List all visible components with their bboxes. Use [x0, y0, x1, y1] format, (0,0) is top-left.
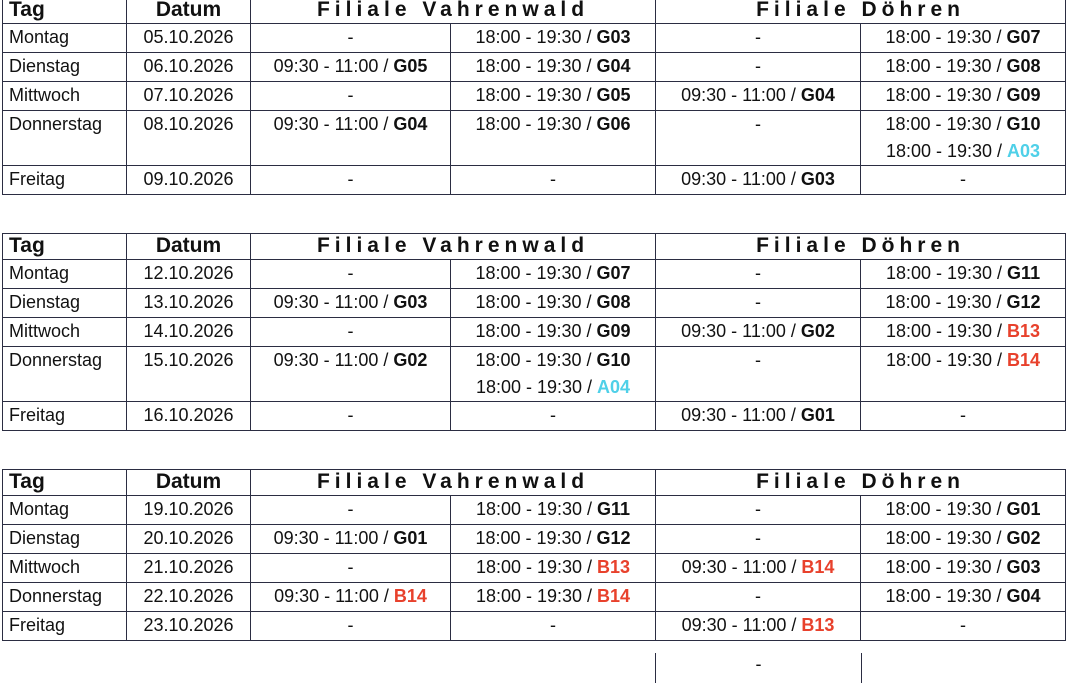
- time-range: -: [755, 292, 762, 312]
- time-range: 18:00 - 19:30 /: [885, 114, 1007, 134]
- header-datum: Datum: [127, 234, 251, 260]
- time-slot-cell: [451, 496, 656, 525]
- time-slot: [867, 166, 1059, 193]
- group-code: G05: [393, 56, 428, 76]
- day-cell: Montag: [3, 24, 127, 53]
- time-slot-cell: [656, 111, 861, 166]
- time-slot: [662, 111, 854, 138]
- group-code: G12: [596, 528, 631, 548]
- week-body: [3, 24, 1066, 195]
- time-slot: [867, 53, 1059, 80]
- schedule-row: [3, 554, 1066, 583]
- group-code: G01: [393, 528, 428, 548]
- time-slot-cell: [656, 166, 861, 195]
- day-cell: Mittwoch: [3, 554, 127, 583]
- time-slot: [257, 318, 444, 345]
- day-cell: Montag: [3, 496, 127, 525]
- time-slot-cell: [451, 402, 656, 431]
- schedule-row: [3, 496, 1066, 525]
- time-slot: [257, 53, 444, 80]
- group-code: G02: [393, 350, 428, 370]
- time-range: 09:30 - 11:00 /: [681, 557, 802, 577]
- header-branch-vahrenwald: Filiale Vahrenwald: [251, 234, 656, 260]
- group-code: B13: [801, 615, 835, 635]
- header-branch-doehren: Filiale Döhren: [656, 0, 1066, 24]
- group-code: G12: [1006, 292, 1041, 312]
- time-range: 18:00 - 19:30 /: [885, 499, 1007, 519]
- schedule-row: [3, 53, 1066, 82]
- time-slot-cell: [861, 402, 1066, 431]
- time-range: 18:00 - 19:30 /: [885, 263, 1008, 283]
- time-range: 18:00 - 19:30 /: [885, 528, 1007, 548]
- time-slot: [257, 289, 444, 316]
- header-row: [3, 470, 1066, 496]
- time-slot-cell: [861, 496, 1066, 525]
- group-code: G01: [800, 405, 835, 425]
- schedule-row: [3, 260, 1066, 289]
- date-cell: 09.10.2026: [127, 166, 251, 195]
- time-range: -: [755, 114, 762, 134]
- time-range: -: [755, 528, 762, 548]
- time-range: -: [347, 27, 354, 47]
- day-cell: Mittwoch: [3, 318, 127, 347]
- time-range: 18:00 - 19:30 /: [475, 350, 597, 370]
- time-slot-cell: [656, 554, 861, 583]
- time-slot-cell: [251, 24, 451, 53]
- time-range: 18:00 - 19:30 /: [475, 263, 597, 283]
- time-range: 09:30 - 11:00 /: [273, 528, 394, 548]
- time-slot: [867, 82, 1059, 109]
- time-range: 18:00 - 19:30 /: [475, 114, 597, 134]
- group-code: B14: [393, 586, 427, 606]
- time-slot: [662, 82, 854, 109]
- schedule-row: [3, 525, 1066, 554]
- time-slot-cell: [451, 554, 656, 583]
- time-slot: [662, 318, 854, 345]
- schedule-row: [3, 612, 1066, 641]
- time-slot: [457, 402, 649, 429]
- time-slot-cell: [451, 260, 656, 289]
- time-slot-cell: [656, 318, 861, 347]
- group-code: G09: [1006, 85, 1041, 105]
- day-cell: Dienstag: [3, 525, 127, 554]
- time-slot: [457, 374, 649, 401]
- group-code: G03: [596, 27, 631, 47]
- day-cell: Montag: [3, 260, 127, 289]
- time-range: -: [755, 586, 762, 606]
- date-cell: 12.10.2026: [127, 260, 251, 289]
- day-cell: Mittwoch: [3, 82, 127, 111]
- date-cell: 07.10.2026: [127, 82, 251, 111]
- time-slot-cell: [251, 82, 451, 111]
- time-slot-cell: [251, 496, 451, 525]
- time-range: 18:00 - 19:30 /: [885, 56, 1007, 76]
- group-code: G03: [393, 292, 428, 312]
- time-slot: [457, 496, 649, 523]
- time-slot-cell: [656, 402, 861, 431]
- time-slot-cell: [861, 583, 1066, 612]
- time-range: 18:00 - 19:30 /: [475, 27, 597, 47]
- group-code: G10: [1006, 114, 1041, 134]
- time-slot: [662, 53, 854, 80]
- time-slot: [662, 583, 854, 610]
- time-range: -: [550, 169, 556, 189]
- time-range: 09:30 - 11:00 /: [273, 56, 394, 76]
- time-slot: [662, 24, 854, 51]
- time-slot: [257, 402, 444, 429]
- group-code: G04: [393, 114, 428, 134]
- time-slot-cell: [861, 554, 1066, 583]
- time-slot: [257, 260, 444, 287]
- time-slot-cell: [251, 289, 451, 318]
- date-cell: 22.10.2026: [127, 583, 251, 612]
- time-range: 18:00 - 19:30 /: [885, 292, 1007, 312]
- group-code: B14: [597, 586, 631, 606]
- time-range: 09:30 - 11:00 /: [681, 321, 801, 341]
- time-slot: [457, 289, 649, 316]
- time-slot-cell: [251, 260, 451, 289]
- time-range: 09:30 - 11:00 /: [681, 405, 801, 425]
- time-slot: [257, 583, 444, 610]
- time-slot-cell: [451, 82, 656, 111]
- week-table-2: [2, 233, 1066, 431]
- date-cell: 14.10.2026: [127, 318, 251, 347]
- time-slot: [662, 347, 854, 374]
- time-slot-cell: [861, 347, 1066, 402]
- date-cell: 21.10.2026: [127, 554, 251, 583]
- time-slot-cell: [861, 260, 1066, 289]
- day-cell: Dienstag: [3, 289, 127, 318]
- time-slot-cell: [251, 111, 451, 166]
- time-range: 09:30 - 11:00 /: [681, 169, 801, 189]
- time-range: 09:30 - 11:00 /: [274, 586, 394, 606]
- time-slot: [867, 525, 1059, 552]
- date-cell: 05.10.2026: [127, 24, 251, 53]
- time-range: -: [347, 169, 354, 189]
- time-slot: [257, 111, 444, 138]
- schedule-row: [3, 583, 1066, 612]
- day-cell: Freitag: [3, 402, 127, 431]
- date-cell: 15.10.2026: [127, 347, 251, 402]
- group-code: A03: [1007, 141, 1041, 161]
- time-slot-cell: [451, 289, 656, 318]
- time-slot: [457, 554, 649, 581]
- time-range: -: [347, 499, 354, 519]
- time-slot: [257, 496, 444, 523]
- time-slot-cell: [656, 496, 861, 525]
- time-range: -: [347, 263, 354, 283]
- week-table-3: [2, 469, 1066, 641]
- time-range: -: [755, 56, 762, 76]
- time-slot-cell: [656, 583, 861, 612]
- day-cell: Freitag: [3, 612, 127, 641]
- time-range: 18:00 - 19:30 /: [475, 85, 597, 105]
- time-range: 18:00 - 19:30 /: [885, 557, 1007, 577]
- group-code: A04: [597, 377, 631, 397]
- time-slot-cell: [451, 318, 656, 347]
- time-slot: [257, 554, 444, 581]
- header-datum: Datum: [127, 470, 251, 496]
- time-slot-cell: [451, 347, 656, 402]
- time-range: -: [960, 615, 967, 635]
- time-slot-cell: [251, 318, 451, 347]
- schedule-row: [3, 289, 1066, 318]
- time-slot-cell: [656, 53, 861, 82]
- header-tag: Tag: [3, 0, 127, 24]
- header-datum: Datum: [127, 0, 251, 24]
- time-range: -: [960, 169, 967, 189]
- time-slot-cell: [451, 525, 656, 554]
- time-slot: [457, 525, 649, 552]
- time-slot: [867, 111, 1059, 138]
- time-range: 18:00 - 19:30 /: [885, 321, 1008, 341]
- time-range: 09:30 - 11:00 /: [273, 350, 394, 370]
- time-slot: [457, 583, 649, 610]
- time-slot-cell: [251, 53, 451, 82]
- time-range: -: [755, 27, 762, 47]
- header-branch-doehren: Filiale Döhren: [656, 234, 1066, 260]
- time-slot: [257, 166, 444, 193]
- time-slot: [867, 583, 1059, 610]
- group-code: B14: [801, 557, 835, 577]
- date-cell: 20.10.2026: [127, 525, 251, 554]
- time-slot: [662, 525, 854, 552]
- date-cell: 16.10.2026: [127, 402, 251, 431]
- header-tag: Tag: [3, 234, 127, 260]
- date-cell: 19.10.2026: [127, 496, 251, 525]
- time-slot: [867, 496, 1059, 523]
- time-range: 18:00 - 19:30 /: [885, 141, 1008, 161]
- date-cell: 23.10.2026: [127, 612, 251, 641]
- time-slot: [457, 24, 649, 51]
- time-range: 09:30 - 11:00 /: [273, 292, 394, 312]
- header-branch-vahrenwald: Filiale Vahrenwald: [251, 470, 656, 496]
- time-range: 18:00 - 19:30 /: [475, 528, 597, 548]
- group-code: G03: [1006, 557, 1041, 577]
- time-range: 18:00 - 19:30 /: [475, 586, 598, 606]
- time-range: 09:30 - 11:00 /: [273, 114, 394, 134]
- time-slot-cell: [656, 82, 861, 111]
- schedule-row: [3, 82, 1066, 111]
- time-slot: [867, 24, 1059, 51]
- time-slot: [662, 554, 854, 581]
- time-range: -: [347, 405, 354, 425]
- time-slot: [867, 260, 1059, 287]
- time-slot-cell: [861, 289, 1066, 318]
- trailing-cell: -: [655, 653, 862, 683]
- day-cell: Donnerstag: [3, 583, 127, 612]
- time-slot: [867, 612, 1059, 639]
- time-slot: [867, 289, 1059, 316]
- time-slot-cell: [861, 318, 1066, 347]
- time-slot-cell: [251, 347, 451, 402]
- group-code: G09: [596, 321, 631, 341]
- time-slot-cell: [451, 24, 656, 53]
- time-slot: [867, 138, 1059, 165]
- time-slot: [662, 289, 854, 316]
- time-range: 18:00 - 19:30 /: [885, 27, 1007, 47]
- schedule-row: [3, 111, 1066, 166]
- time-slot-cell: [451, 166, 656, 195]
- time-slot: [257, 24, 444, 51]
- time-range: -: [347, 321, 354, 341]
- time-range: -: [960, 405, 967, 425]
- time-slot: [257, 82, 444, 109]
- header-branch-vahrenwald: Filiale Vahrenwald: [251, 0, 656, 24]
- time-range: 18:00 - 19:30 /: [885, 586, 1007, 606]
- week-table-1: [2, 0, 1066, 195]
- group-code: B13: [1007, 321, 1041, 341]
- date-cell: 13.10.2026: [127, 289, 251, 318]
- time-range: 18:00 - 19:30 /: [885, 85, 1007, 105]
- time-range: 18:00 - 19:30 /: [885, 350, 1008, 370]
- group-code: G11: [1007, 263, 1041, 283]
- header-row: [3, 0, 1066, 24]
- date-cell: 08.10.2026: [127, 111, 251, 166]
- week-body: [3, 260, 1066, 431]
- group-code: G04: [800, 85, 835, 105]
- time-range: -: [755, 263, 762, 283]
- time-range: -: [550, 615, 556, 635]
- time-slot-cell: [861, 111, 1066, 166]
- time-slot-cell: [656, 260, 861, 289]
- time-slot: [867, 554, 1059, 581]
- time-range: 09:30 - 11:00 /: [681, 85, 801, 105]
- time-range: 18:00 - 19:30 /: [475, 557, 598, 577]
- time-slot: [662, 496, 854, 523]
- group-code: G07: [1006, 27, 1041, 47]
- time-slot: [457, 318, 649, 345]
- time-slot: [867, 402, 1059, 429]
- time-range: 18:00 - 19:30 /: [475, 499, 598, 519]
- group-code: B14: [1007, 350, 1041, 370]
- time-slot: [457, 260, 649, 287]
- time-slot-cell: [251, 166, 451, 195]
- time-range: 18:00 - 19:30 /: [475, 56, 597, 76]
- time-range: 18:00 - 19:30 /: [475, 292, 597, 312]
- schedule-row: [3, 347, 1066, 402]
- group-code: G10: [596, 350, 631, 370]
- time-slot-cell: [251, 583, 451, 612]
- time-slot-cell: [451, 53, 656, 82]
- day-cell: Freitag: [3, 166, 127, 195]
- time-range: -: [755, 350, 762, 370]
- time-slot: [662, 260, 854, 287]
- time-slot-cell: [656, 347, 861, 402]
- group-code: G02: [800, 321, 835, 341]
- time-range: -: [347, 557, 354, 577]
- time-slot: [457, 612, 649, 639]
- time-slot-cell: [251, 554, 451, 583]
- day-cell: Donnerstag: [3, 111, 127, 166]
- time-slot-cell: [656, 24, 861, 53]
- time-slot-cell: [861, 24, 1066, 53]
- time-slot-cell: [861, 525, 1066, 554]
- group-code: G04: [596, 56, 631, 76]
- group-code: B13: [597, 557, 631, 577]
- group-code: G03: [800, 169, 835, 189]
- time-slot: [867, 347, 1059, 374]
- header-tag: Tag: [3, 470, 127, 496]
- group-code: G02: [1006, 528, 1041, 548]
- time-slot-cell: [251, 612, 451, 641]
- schedule-row: [3, 402, 1066, 431]
- time-slot-cell: [861, 612, 1066, 641]
- time-slot-cell: [451, 612, 656, 641]
- time-range: -: [347, 85, 354, 105]
- time-slot-cell: [861, 166, 1066, 195]
- time-slot: [662, 402, 854, 429]
- time-slot: [457, 166, 649, 193]
- time-slot-cell: [251, 525, 451, 554]
- group-code: G06: [596, 114, 631, 134]
- time-slot: [662, 612, 854, 639]
- day-cell: Donnerstag: [3, 347, 127, 402]
- group-code: G11: [597, 499, 631, 519]
- time-slot: [257, 347, 444, 374]
- time-slot-cell: [251, 402, 451, 431]
- time-slot-cell: [656, 612, 861, 641]
- time-slot: [457, 82, 649, 109]
- group-code: G01: [1006, 499, 1041, 519]
- time-slot-cell: [656, 525, 861, 554]
- week-body: [3, 496, 1066, 641]
- time-slot-cell: [451, 583, 656, 612]
- schedule-row: [3, 318, 1066, 347]
- date-cell: 06.10.2026: [127, 53, 251, 82]
- group-code: G07: [596, 263, 631, 283]
- time-slot-cell: [451, 111, 656, 166]
- time-range: -: [550, 405, 556, 425]
- group-code: G08: [1006, 56, 1041, 76]
- time-range: 18:00 - 19:30 /: [475, 321, 597, 341]
- time-slot-cell: [861, 82, 1066, 111]
- group-code: G05: [596, 85, 631, 105]
- time-range: 09:30 - 11:00 /: [681, 615, 802, 635]
- schedule-row: [3, 24, 1066, 53]
- header-row: [3, 234, 1066, 260]
- group-code: G08: [596, 292, 631, 312]
- time-slot: [457, 53, 649, 80]
- time-slot: [457, 347, 649, 374]
- time-slot: [257, 612, 444, 639]
- time-slot: [662, 166, 854, 193]
- time-range: -: [347, 615, 354, 635]
- schedule-row: [3, 166, 1066, 195]
- time-range: 18:00 - 19:30 /: [475, 377, 598, 397]
- time-slot: [457, 111, 649, 138]
- header-branch-doehren: Filiale Döhren: [656, 470, 1066, 496]
- time-slot: [257, 525, 444, 552]
- time-slot-cell: [861, 53, 1066, 82]
- group-code: G04: [1006, 586, 1041, 606]
- day-cell: Dienstag: [3, 53, 127, 82]
- time-slot-cell: [656, 289, 861, 318]
- time-range: -: [755, 499, 762, 519]
- time-slot: [867, 318, 1059, 345]
